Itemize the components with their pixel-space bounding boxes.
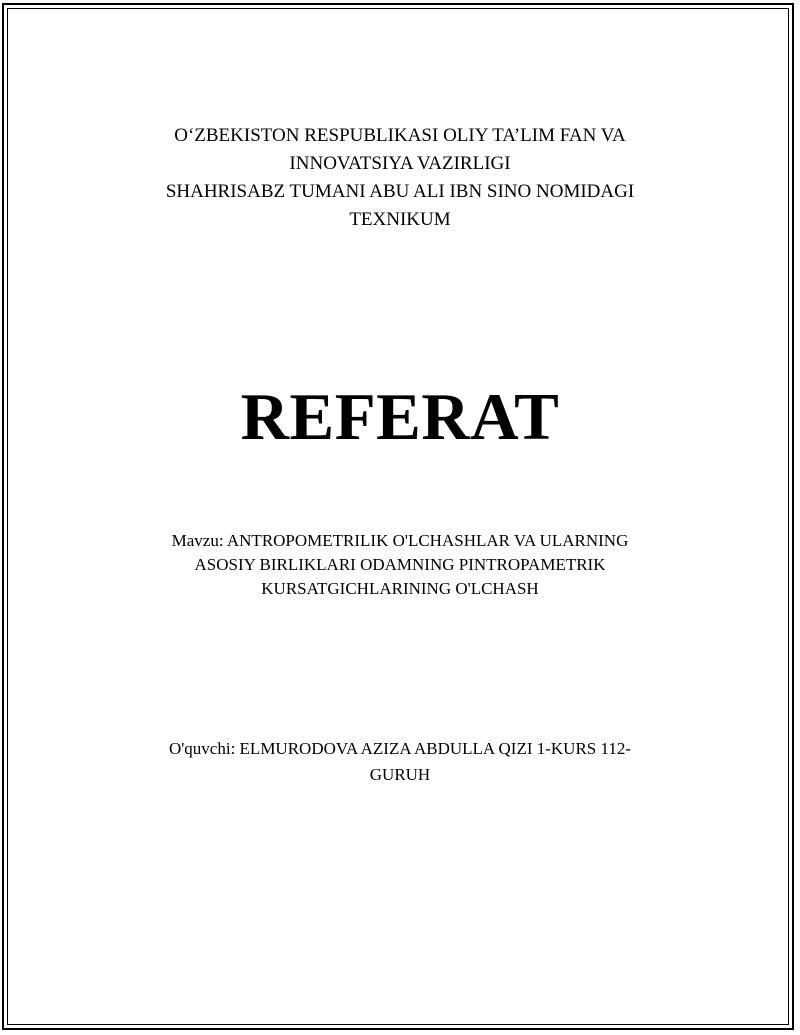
header-line: SHAHRISABZ TUMANI ABU ALI IBN SINO NOMIDAGI	[165, 181, 635, 202]
student-section	[0, 736, 800, 788]
topic-section	[0, 529, 800, 601]
student-line: GURUH	[369, 765, 431, 784]
topic-line: ASOSIY BIRLIKLARI ODAMNING PINTROPAMETRIK	[194, 555, 606, 574]
document-title: REFERAT	[240, 380, 560, 454]
topic-line: KURSATGICHLARINING O'LCHASH	[261, 579, 539, 598]
header-line: O‘ZBEKISTON RESPUBLIKASI OLIY TA’LIM FAN VA	[174, 125, 626, 146]
topic-line: Mavzu: ANTROPOMETRILIK O'LCHASHLAR VA ULARNING	[171, 531, 629, 550]
header-line: INNOVATSIYA VAZIRLIGI	[289, 153, 511, 174]
header-line: TEXNIKUM	[349, 209, 451, 230]
institution-header	[0, 122, 800, 234]
student-line: O'quvchi: ELMURODOVA AZIZA ABDULLA QIZI 1-KURS 112-	[168, 739, 632, 758]
